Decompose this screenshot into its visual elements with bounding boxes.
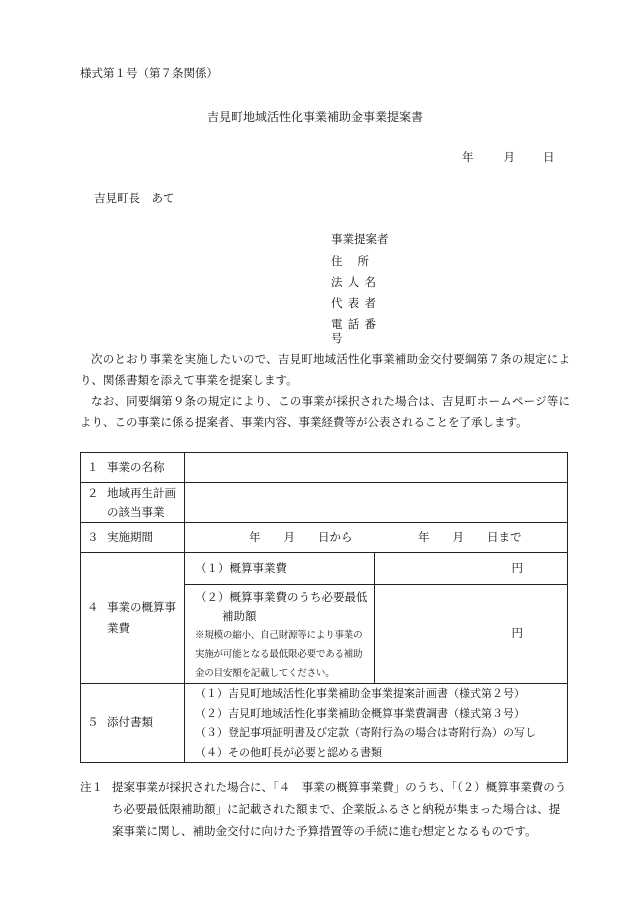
- minimum-subsidy-label: （２）概算事業費のうち必要最低 補助額 ※規模の縮小、自己財源等により事業の実施が可能となる最低限必要である補助金の目安額を記載してください。: [185, 584, 374, 683]
- minimum-subsidy-yen[interactable]: 円: [374, 584, 567, 683]
- form-number: 様式第１号（第７条関係）: [80, 66, 218, 80]
- period-to: 年 月 日まで: [418, 529, 522, 544]
- date-line: [462, 151, 555, 165]
- body-paragraph-1: 次のとおり事業を実施したいので、吉見町地域活性化事業補助金交付要綱第７条の規定により、関係書類を添えて事業を提案します。: [80, 352, 570, 387]
- footnote-text: 提案事業が採択された場合に、「４ 事業の概算事業費」のうち、「（２）概算事業費のうち必要最低限補助額」に記載された額まで、企業版ふるさと納税が集まった場合は、提案事業に関し、補助金交付に向けた予算措置等の手続に進む想定となるものです。: [112, 780, 567, 838]
- row5-label: ５ 添付書類: [81, 684, 185, 763]
- attachment-item-4: （４）その他町長が必要と認める書類: [195, 745, 382, 759]
- row1-label: １ 事業の名称: [81, 453, 185, 483]
- cost-cell: [185, 553, 568, 684]
- proposer-representative: 代表者: [331, 296, 376, 310]
- attachments-cell: [185, 684, 568, 763]
- table-row: [81, 553, 568, 684]
- date-day: 日: [543, 150, 555, 164]
- proposer-heading: 事業提案者: [331, 232, 389, 246]
- project-name-cell[interactable]: [185, 453, 568, 483]
- body-text: [80, 349, 570, 433]
- body-paragraph-2: なお、同要綱第９条の規定により、この事業が採択された場合は、吉見町ホームページ等により、この事業に係る提案者、事業内容、事業経費等が公表されることを了承します。: [80, 394, 570, 429]
- attachment-item-2: （２）吉見町地域活性化事業補助金概算事業費調書（様式第３号）: [195, 706, 525, 720]
- table-row: [81, 453, 568, 483]
- period-cell[interactable]: [185, 523, 568, 553]
- row4-label: ４ 事業の概算事 業費: [81, 553, 185, 684]
- footnote-label: 注１: [80, 780, 103, 794]
- footnote: [80, 776, 570, 842]
- proposer-address: 住所: [331, 254, 369, 268]
- document-title: 吉見町地域活性化事業補助金事業提案書: [206, 110, 423, 124]
- regional-plan-cell[interactable]: [185, 483, 568, 523]
- attachment-item-3: （３）登記事項証明書及び定款（寄附行為の場合は寄附行為）の写し: [195, 726, 536, 739]
- proposer-phone: 電話番号: [331, 317, 376, 345]
- proposer-corp-name: 法人名: [331, 275, 376, 289]
- estimated-cost-label: （１）概算事業費: [185, 553, 374, 584]
- date-month: 月: [503, 150, 515, 164]
- table-row: [81, 523, 568, 553]
- attachment-item-1: （１）吉見町地域活性化事業補助金事業提案計画書（様式第２号）: [195, 687, 525, 700]
- proposal-table: [80, 452, 568, 763]
- row2-label: ２ 地域再生計画 の該当事業: [81, 483, 185, 523]
- period-from: 年 月 日から: [249, 529, 353, 544]
- date-year: 年: [462, 150, 474, 164]
- estimated-cost-yen[interactable]: 円: [374, 553, 567, 584]
- addressee: 吉見町長 あて: [94, 191, 175, 205]
- table-row: [81, 684, 568, 763]
- row3-label: ３ 実施期間: [81, 523, 185, 553]
- table-row: [81, 483, 568, 523]
- minimum-subsidy-note: ※規模の縮小、自己財源等により事業の実施が可能となる最低限必要である補助金の目安額を記載してください。: [195, 629, 363, 679]
